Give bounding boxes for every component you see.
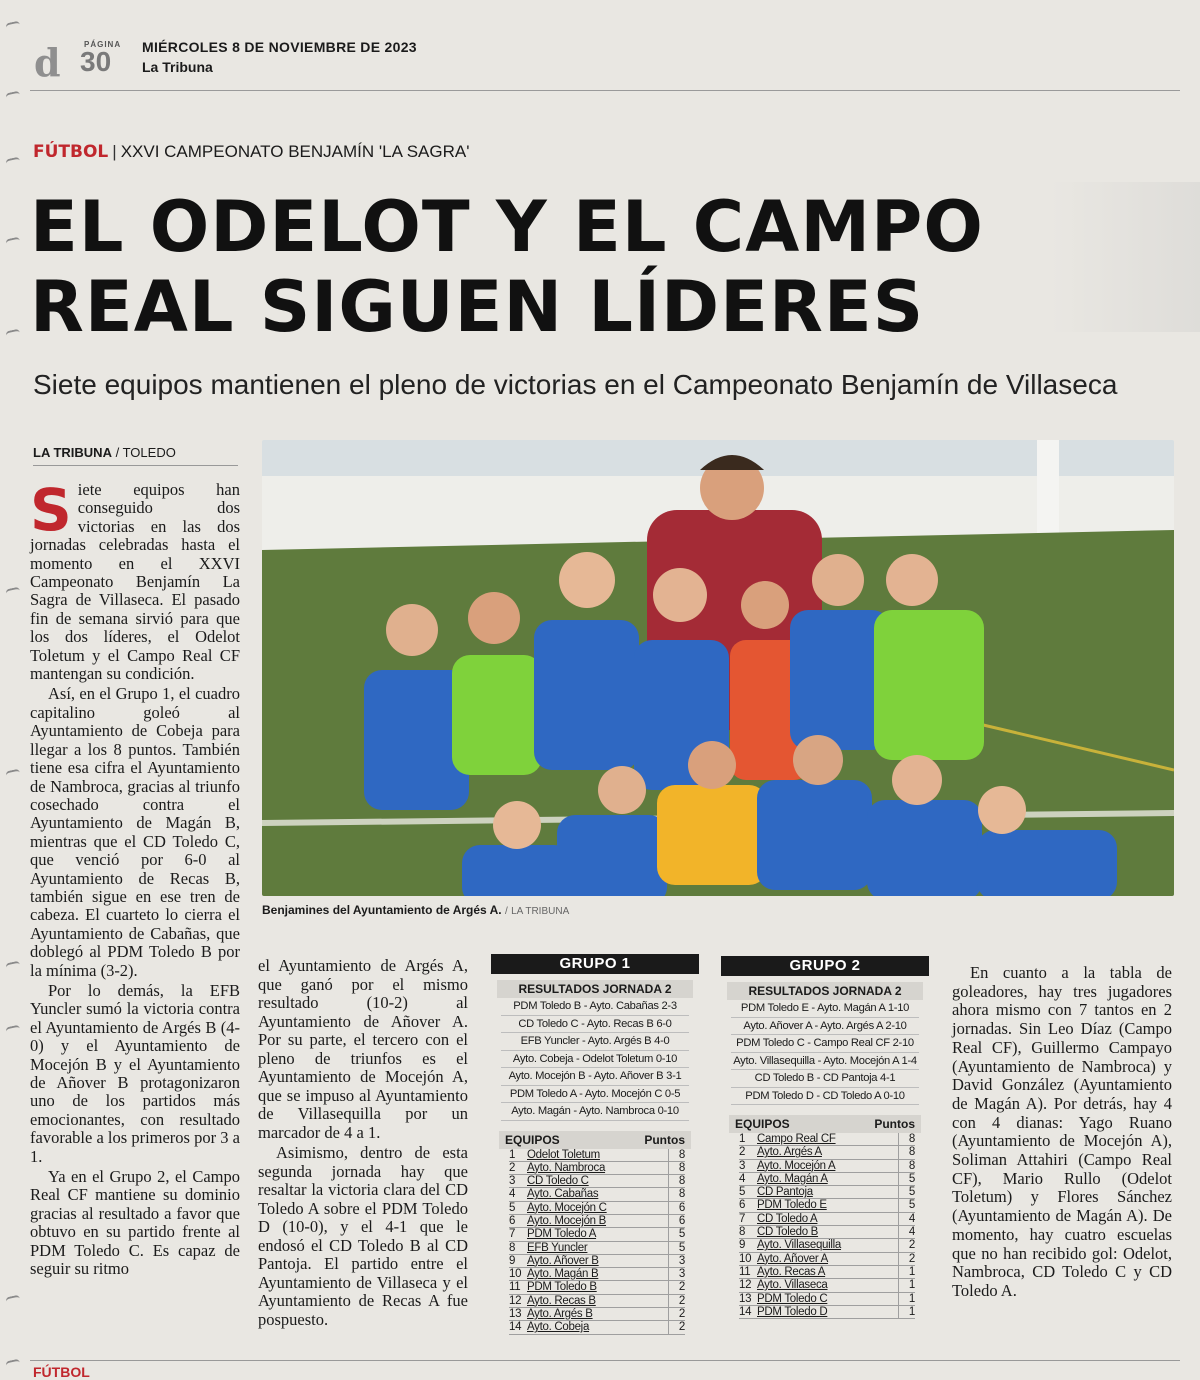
standings-team: PDM Toledo D [757,1305,828,1318]
article-column-1 [30,476,240,1280]
standings-position: 10 [739,1252,752,1265]
caption-separator: / [504,906,508,917]
standings-position: 2 [509,1161,516,1174]
standings-position: 10 [509,1268,522,1281]
headline [30,187,1180,347]
standings-points: 5 [898,1173,915,1185]
standings-points: 8 [668,1175,685,1187]
result-row: PDM Toledo B - Ayto. Cabañas 2-3 [501,998,689,1016]
player-head [559,552,615,608]
player-head [892,755,942,805]
standings-position: 13 [509,1308,522,1321]
result-row: PDM Toledo A - Ayto. Mocejón C 0-5 [501,1086,689,1104]
standings-position: 12 [509,1294,522,1307]
standings-points: 5 [898,1186,915,1198]
standings-points: 1 [898,1279,915,1291]
binder-hole [5,1025,20,1036]
header-rule [30,90,1180,91]
player-head [468,592,520,644]
standings-team: Ayto. Villaseca [757,1279,828,1292]
standings-points: 8 [898,1146,915,1158]
standings-position: 1 [739,1133,746,1145]
standings-points: 8 [668,1162,685,1174]
standings-position: 12 [739,1279,752,1292]
byline-separator: / [115,445,120,460]
result-row: Ayto. Mocejón B - Ayto. Añover B 3-1 [501,1068,689,1086]
standings-points: 1 [898,1306,915,1318]
page-label: PÁGINA [84,40,122,49]
grupo-1-results-title: RESULTADOS JORNADA 2 [497,980,693,998]
player-kit [874,610,984,760]
player-head [741,581,789,629]
standings-row [739,1186,915,1199]
player-kit [534,620,639,770]
binder-hole [5,91,20,102]
standings-team: Ayto. Magán B [527,1268,599,1281]
standings-team: CD Pantoja [757,1186,813,1199]
standings-row [509,1215,685,1228]
player-kit [452,655,542,775]
standings-team: Ayto. Cabañas [527,1188,599,1201]
standings-position: 13 [739,1292,752,1305]
standings-points: 5 [668,1228,685,1240]
standings-position: 5 [509,1201,516,1214]
drop-cap: S [30,476,72,544]
standings-team: Ayto. Recas A [757,1265,826,1278]
standings-points: 2 [668,1321,685,1333]
section-competition: XXVI CAMPEONATO BENJAMÍN 'LA SAGRA' [120,142,470,161]
standings-points: 4 [898,1213,915,1225]
player-head [812,554,864,606]
grupo-1-results [491,998,699,1121]
standings-points: 1 [898,1266,915,1278]
section-tag [33,142,469,162]
player-head [493,801,541,849]
standings-points: 3 [668,1268,685,1280]
standings-row [509,1188,685,1201]
article-column-5 [952,964,1172,1301]
player-head [598,766,646,814]
column-header-team: EQUIPOS [735,1117,790,1131]
binder-hole [5,1295,20,1306]
standings-position: 8 [509,1241,516,1254]
result-row: PDM Toledo C - Campo Real CF 2-10 [731,1035,919,1053]
standings-row [739,1173,915,1186]
section-separator: | [112,142,117,161]
standings-points: 2 [898,1239,915,1251]
standings-position: 4 [739,1172,746,1185]
caption-text: Benjamines del Ayuntamiento de Argés A. [262,903,502,917]
standings-team: Ayto. Villasequilla [757,1239,842,1252]
standings-position: 3 [739,1159,746,1172]
page-number: 30 [80,46,112,77]
standings-team: PDM Toledo B [527,1281,597,1294]
article-column-2 [258,957,468,1331]
binder-hole [5,769,20,780]
standings-position: 7 [739,1212,746,1225]
standings-position: 7 [509,1228,516,1241]
standings-points: 5 [668,1242,685,1254]
grupo-1-standings [491,1149,699,1335]
issue-date: MIÉRCOLES 8 DE NOVIEMBRE DE 2023 [142,39,417,55]
standings-row [739,1253,915,1266]
standings-points: 1 [898,1293,915,1305]
standings-team: Ayto. Argés B [527,1308,593,1321]
grupo-1-title: GRUPO 1 [491,954,699,974]
player-head [688,741,736,789]
byline-source: LA TRIBUNA [33,445,112,460]
photo-caption [262,903,569,917]
grupo-1-table [491,954,699,1335]
binder-hole [5,237,20,248]
standings-position: 2 [739,1146,746,1159]
standings-team: Ayto. Magán A [757,1172,828,1185]
standings-team: Ayto. Mocejón A [757,1159,836,1172]
standings-points: 5 [898,1199,915,1211]
player-kit [557,815,667,896]
standings-position: 11 [739,1265,751,1278]
standings-row [509,1268,685,1281]
standings-points: 2 [898,1253,915,1265]
paragraph-2: Así, en el Grupo 1, el cuadro capitalino goleó al Ayuntamiento de Cobeja para llegar a los 8 puntos. También tiene esa cifra el Ayuntamiento de Nambroca, gracias al triunfo cosechado contra el Ayuntamiento de Magán B, mientras que el CD Toledo C, que venció por 6-0 al Ayuntamiento de Recas B, también sigue en ese tren de cabeza. El cuarteto lo cierra el Ayuntamiento de Cabañas, que doblegó al PDM Toledo B por la mínima (3-2). [30,684,240,980]
standings-team: Ayto. Añover A [757,1252,829,1265]
result-row: PDM Toledo E - Ayto. Magán A 1-10 [731,1000,919,1018]
standings-row [509,1202,685,1215]
standings-points: 4 [898,1226,915,1238]
standings-row [739,1226,915,1239]
binder-hole [5,21,20,32]
standings-points: 2 [668,1295,685,1307]
standings-position: 5 [739,1186,746,1199]
standings-position: 4 [509,1188,516,1201]
newspaper-name: La Tribuna [142,59,213,75]
standings-position: 3 [509,1175,516,1188]
grupo-2-standings [721,1133,929,1319]
byline [33,445,176,460]
standings-row [739,1199,915,1212]
standings-team: Ayto. Nambroca [527,1161,606,1174]
result-row: PDM Toledo D - CD Toledo A 0-10 [731,1088,919,1106]
team-photo-illustration [262,440,1174,896]
player-head [386,604,438,656]
column-header-points: Puntos [644,1132,685,1147]
standings-team: PDM Toledo E [757,1199,827,1212]
standings-points: 3 [668,1255,685,1267]
result-row: EFB Yuncler - Ayto. Argés B 4-0 [501,1033,689,1051]
binder-hole [5,329,20,340]
standings-points: 8 [668,1149,685,1161]
standings-team: CD Toledo A [757,1212,818,1225]
standings-team: CD Toledo B [757,1226,819,1239]
next-section-tag: FÚTBOL [33,1364,90,1380]
grupo-2-standings-header [729,1115,921,1133]
standings-row [509,1255,685,1268]
standings-team: Ayto. Recas B [527,1294,596,1307]
standings-row [509,1295,685,1308]
grupo-2-title: GRUPO 2 [721,956,929,976]
standings-row [509,1308,685,1321]
headline-line-1: EL ODELOT Y EL CAMPO [30,186,984,268]
standings-team: Ayto. Cobeja [527,1321,590,1334]
player-head [793,735,843,785]
standings-row [509,1228,685,1241]
standings-position: 6 [739,1199,746,1212]
player-kit [462,845,572,896]
standings-points: 2 [668,1281,685,1293]
caption-credit: LA TRIBUNA [511,906,570,917]
standings-points: 8 [898,1160,915,1172]
binder-hole [5,961,20,972]
standings-row [739,1279,915,1292]
team-photo [262,440,1174,896]
byline-place: TOLEDO [122,445,176,460]
standings-row [509,1149,685,1162]
subtitle: Siete equipos mantienen el pleno de victorias en el Campeonato Benjamín de Villaseca [33,369,1118,400]
standings-row [739,1306,915,1319]
player-head [653,568,707,622]
paragraph-1: iete equipos han conseguido dos victorias en las dos jornadas celebradas hasta el momento en el XXVI Campeonato Benjamín La Sagra de Villaseca. El pasado fin de semana sirvió para que los dos líderes, el Odelot Toletum y el Campo Real CF mantengan su condición. [30,480,240,684]
standings-points: 8 [668,1188,685,1200]
player-kit [657,785,767,885]
player-kit [977,830,1117,896]
paragraph-7: En cuanto a la tabla de goleadores, hay tres jugadores ahora mismo con 7 tantos en 2 jornadas. Sin Leo Díaz (Campo Real CF), Guillermo Campayo (Ayuntamiento de Nambroca) y David González (Ayuntamiento de Magán A). Por detrás, hay 4 con 4 dianas: Yago Ruano (Ayuntamiento de Mocejón A), Soliman Attahiri (Campo Real CF), Mario Rullo (Odelot Toletum) y Flores Sánchez (Ayuntamiento de Magán A). De momento, hay cuatro escuelas que no han recibido gol: Odelot, Nambroca, CD Toledo C y CD Toledo A. [952,963,1172,1300]
standings-position: 6 [509,1214,516,1227]
standings-points: 6 [668,1215,685,1227]
player-head [886,554,938,606]
standings-team: Ayto. Mocejón B [527,1214,607,1227]
standings-points: 6 [668,1202,685,1214]
standings-team: PDM Toledo C [757,1292,828,1305]
grupo-2-table [721,956,929,1319]
standings-points: 8 [898,1133,915,1145]
standings-position: 8 [739,1226,746,1239]
paragraph-5: el Ayuntamiento de Argés A, que ganó por el mismo resultado (10-2) al Ayuntamiento de Añover A. Por su parte, el tercero con el pleno de triunfos es el Ayuntamiento de Mocejón A, que se impuso al Ayuntamiento de Villasequilla por un marcador de 4 a 1. [258,956,468,1142]
player-kit [867,800,982,896]
standings-position: 14 [509,1321,522,1334]
binder-hole [5,1359,20,1370]
byline-rule [33,465,238,466]
standings-row [739,1146,915,1159]
standings-row [739,1160,915,1173]
paragraph-4: Ya en el Grupo 2, el Campo Real CF mantiene su dominio gracias al resultado a favor que obtuvo en su partido frente al PDM Toledo C. Es capaz de seguir su ritmo [30,1167,240,1279]
standings-row [509,1242,685,1255]
result-row: CD Toledo C - Ayto. Recas B 6-0 [501,1016,689,1034]
photo-pole [1037,440,1059,540]
standings-row [739,1239,915,1252]
column-header-points: Puntos [874,1117,915,1131]
standings-position: 1 [509,1148,516,1161]
result-row: CD Toledo B - CD Pantoja 4-1 [731,1070,919,1088]
result-row: Ayto. Cobeja - Odelot Toletum 0-10 [501,1051,689,1069]
section-sport: FÚTBOL [33,142,109,162]
binder-hole [5,587,20,598]
column-header-team: EQUIPOS [505,1132,560,1147]
player-head [978,786,1026,834]
standings-row [509,1321,685,1334]
standings-row [739,1293,915,1306]
player-kit [757,780,872,890]
standings-position: 11 [509,1281,521,1294]
standings-team: CD Toledo C [527,1175,589,1188]
section-letter: d [34,40,61,85]
standings-position: 9 [509,1254,516,1267]
standings-team: EFB Yuncler [527,1241,588,1254]
standings-position: 14 [739,1305,752,1318]
standings-team: Ayto. Añover B [527,1254,599,1267]
standings-row [509,1281,685,1294]
standings-row [509,1175,685,1188]
standings-points: 2 [668,1308,685,1320]
standings-team: Ayto. Argés A [757,1146,822,1159]
standings-row [509,1162,685,1175]
paragraph-3: Por lo demás, la EFB Yuncler sumó la victoria contra el Ayuntamiento de Argés B (4-0) y el Ayuntamiento de Mocejón B y el Ayuntamiento de Añover B protagonizaron uno de los partidos más emocionantes, con resultado favorable a los primeros por 3 a 1. [30,980,240,1166]
standings-row [739,1266,915,1279]
standings-team: Odelot Toletum [527,1148,600,1161]
standings-position: 9 [739,1239,746,1252]
grupo-1-standings-header [499,1131,691,1149]
result-row: Ayto. Magán - Ayto. Nambroca 0-10 [501,1103,689,1121]
grupo-2-results-title: RESULTADOS JORNADA 2 [727,982,923,1000]
footer-rule [30,1360,1180,1361]
standings-team: PDM Toledo A [527,1228,597,1241]
paragraph-6: Asimismo, dentro de esta segunda jornada hay que resaltar la victoria clara del CD Toledo A sobre el PDM Toledo D (10-0), y el 4-1 que le endosó el CD Toledo B al CD Pantoja. El partido entre el Ayuntamiento de Villaseca y el Ayuntamiento de Recas A fue pospuesto. [258,1143,468,1329]
grupo-2-results [721,1000,929,1105]
standings-row [739,1133,915,1146]
result-row: Ayto. Añover A - Ayto. Argés A 2-10 [731,1018,919,1036]
headline-line-2: REAL SIGUEN LÍDERES [30,266,925,348]
result-row: Ayto. Villasequilla - Ayto. Mocejón A 1-4 [731,1053,919,1071]
standings-team: Ayto. Mocejón C [527,1201,607,1214]
binder-hole [5,157,20,168]
standings-row [739,1213,915,1226]
standings-team: Campo Real CF [757,1133,836,1145]
